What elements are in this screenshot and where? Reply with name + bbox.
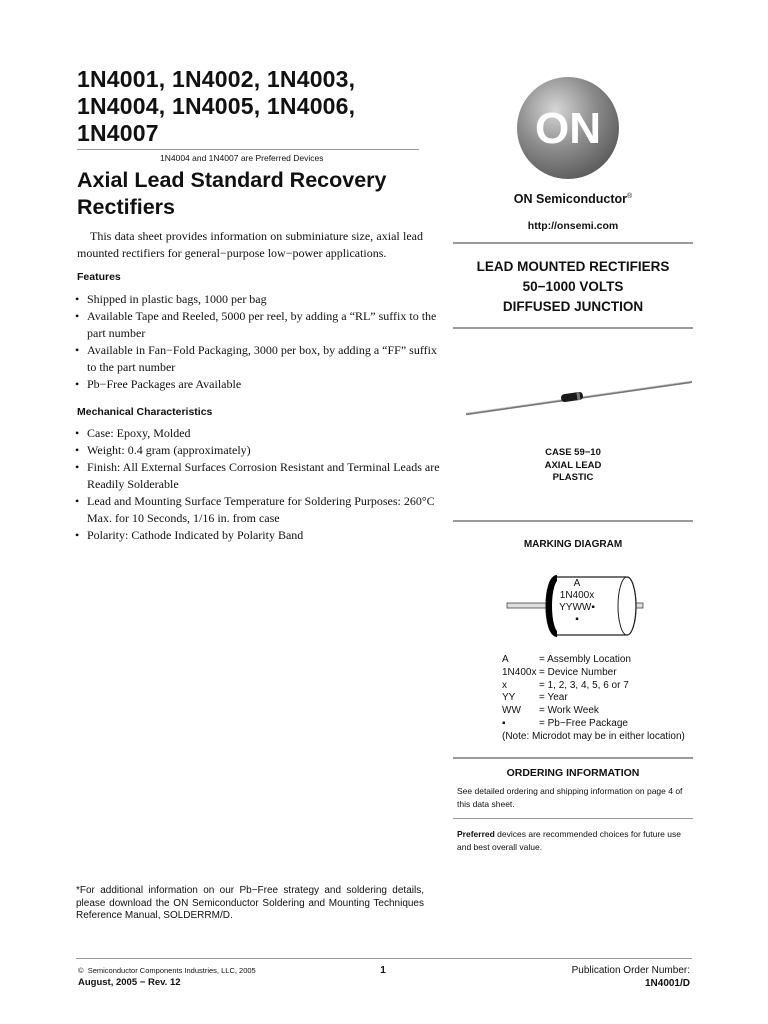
case-line: PLASTIC xyxy=(552,472,594,483)
marking-text xyxy=(558,578,596,626)
copyright xyxy=(78,966,256,975)
date-revision: August, 2005 − Rev. 12 xyxy=(78,977,181,988)
mechanical-item: • Polarity: Cathode Indicated by Polarity Band xyxy=(75,527,441,544)
feature-item: • Available in Fan−Fold Packaging, 3000 per box, by adding a “FF” suffix to the part number xyxy=(75,342,441,376)
svg-text:ON: ON xyxy=(535,104,601,153)
ordering-info-text: See detailed ordering and shipping information on page 4 of this data sheet. xyxy=(457,786,683,809)
section-divider xyxy=(453,757,693,759)
legend-value: = 1, 2, 3, 4, 5, 6 or 7 xyxy=(539,679,629,691)
brand-name xyxy=(453,192,693,206)
brand-name-text: ON Semiconductor xyxy=(513,192,628,206)
case-line: CASE 59−10 xyxy=(545,447,601,458)
preferred-description: devices are recommended choices for future use and best overall value. xyxy=(457,829,681,852)
copyright-symbol: © xyxy=(78,966,84,975)
legend-key: 1N400x xyxy=(502,666,537,678)
features-list xyxy=(75,291,441,393)
page-number: 1 xyxy=(380,965,386,976)
title-divider xyxy=(77,149,419,150)
product-line: 50−1000 VOLTS xyxy=(522,279,624,294)
legend-key: YY xyxy=(502,692,516,704)
document-title: Axial Lead Standard Recovery Rectifiers xyxy=(77,168,387,219)
marking-legend xyxy=(502,654,685,744)
mechanical-heading: Mechanical Characteristics xyxy=(77,406,213,418)
section-divider xyxy=(453,242,693,244)
legend-row xyxy=(502,667,685,680)
axial-diode-image xyxy=(465,378,693,418)
part-number-title: 1N4001, 1N4002, 1N4003, 1N4004, 1N4005, 1N4006, 1N4007 xyxy=(77,66,356,146)
mechanical-item: • Lead and Mounting Surface Temperature for Soldering Purposes: 260°C Max. for 10 Seconds, 1/16 in. from case xyxy=(75,493,441,527)
ordering-info-heading: ORDERING INFORMATION xyxy=(506,767,640,779)
section-divider xyxy=(453,327,693,329)
on-semiconductor-logo[interactable] xyxy=(516,76,620,180)
legend-row xyxy=(502,680,685,693)
legend-value: = Year xyxy=(539,692,568,704)
marking-line: YYWW▪ xyxy=(559,602,595,613)
product-line: DIFFUSED JUNCTION xyxy=(502,299,644,314)
section-divider xyxy=(453,520,693,522)
mechanical-list xyxy=(75,425,441,544)
legend-key: x xyxy=(502,679,507,691)
features-heading: Features xyxy=(77,271,121,283)
legend-row xyxy=(502,705,685,718)
publication-order-number: 1N4001/D xyxy=(644,978,690,989)
legend-row xyxy=(502,654,685,667)
legend-key: WW xyxy=(502,705,521,717)
marking-line: ▪ xyxy=(575,614,579,625)
legend-value: = Device Number xyxy=(539,666,617,678)
preferred-devices-text xyxy=(457,828,693,853)
legend-key: ▪ xyxy=(502,717,506,729)
preferred-devices-note: 1N4004 and 1N4007 are Preferred Devices xyxy=(160,153,324,163)
feature-item: • Available Tape and Reeled, 5000 per reel, by adding a “RL” suffix to the part number xyxy=(75,308,441,342)
marking-line: A xyxy=(573,578,581,589)
marking-diagram-heading: MARKING DIAGRAM xyxy=(523,539,623,550)
case-info xyxy=(453,447,693,485)
mechanical-item: • Case: Epoxy, Molded xyxy=(75,425,441,442)
publication-order-label: Publication Order Number: xyxy=(571,965,690,976)
mechanical-item: • Finish: All External Surfaces Corrosion Resistant and Terminal Leads are Readily Solderable xyxy=(75,459,441,493)
legend-value: = Assembly Location xyxy=(539,654,631,665)
pb-free-footnote: *For additional information on our Pb−Free strategy and soldering details, please download the ON Semiconductor Soldering and Mounting Techniques Reference Manual, SOLDERRM/D. xyxy=(76,885,424,921)
feature-item: • Shipped in plastic bags, 1000 per bag xyxy=(75,291,441,308)
legend-value: = Pb−Free Package xyxy=(539,717,628,729)
legend-row xyxy=(502,692,685,705)
intro-paragraph: This data sheet provides information on subminiature size, axial lead mounted rectifiers for general−purpose low−power applications. xyxy=(77,229,423,260)
legend-value: = Work Week xyxy=(539,705,599,717)
copyright-text: Semiconductor Components Industries, LLC, 2005 xyxy=(87,966,256,975)
registered-mark: ® xyxy=(627,192,633,200)
mechanical-item: • Weight: 0.4 gram (approximately) xyxy=(75,442,441,459)
product-description xyxy=(453,257,693,317)
website-link[interactable]: http://onsemi.com xyxy=(527,220,619,232)
footer-divider xyxy=(76,958,692,959)
product-line: LEAD MOUNTED RECTIFIERS xyxy=(476,259,670,274)
case-line: AXIAL LEAD xyxy=(544,459,602,471)
preferred-label: Preferred xyxy=(457,829,495,839)
feature-item: • Pb−Free Packages are Available xyxy=(75,376,441,393)
marking-line: 1N400x xyxy=(559,590,595,601)
section-divider xyxy=(453,818,693,819)
legend-key: A xyxy=(502,654,509,665)
legend-row xyxy=(502,718,685,731)
legend-note: (Note: Microdot may be in either location) xyxy=(502,730,685,742)
